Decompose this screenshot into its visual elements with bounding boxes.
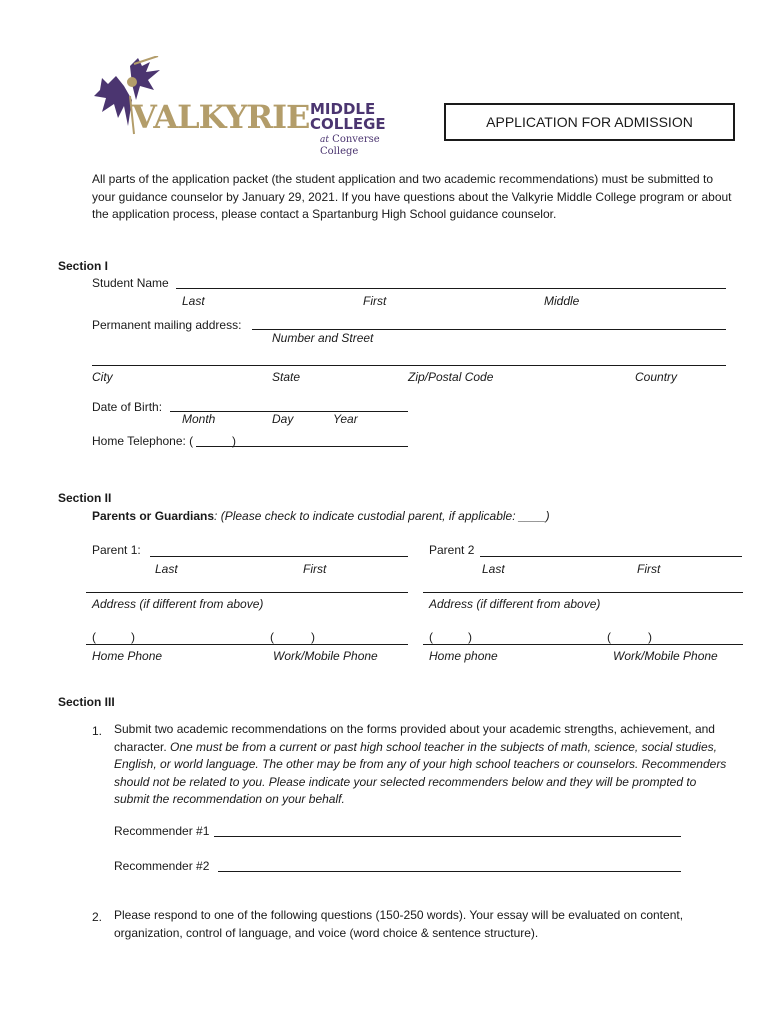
recommender-2-label: Recommender #2 — [114, 859, 210, 873]
parent-1-label: Parent 1: — [92, 543, 141, 557]
student-name-field[interactable] — [176, 288, 726, 289]
p1-work-phone-open: ( — [270, 630, 274, 644]
p2-home-phone-close: ) — [468, 630, 472, 644]
logo-middle: MIDDLE — [310, 100, 376, 118]
p1-home-phone-open: ( — [92, 630, 96, 644]
student-name-label: Student Name — [92, 276, 169, 290]
parent-1-address-caption: Address (if different from above) — [92, 597, 264, 611]
year-caption: Year — [333, 412, 358, 426]
p2-home-phone-caption: Home phone — [429, 649, 498, 663]
city-caption: City — [92, 370, 113, 384]
logo-subtitle: at Converse College — [320, 134, 380, 157]
parent-1-first-caption: First — [303, 562, 327, 576]
recommender-1-field[interactable] — [214, 836, 681, 837]
valkyrie-logo — [94, 56, 394, 157]
parent-2-address-caption: Address (if different from above) — [429, 597, 601, 611]
parent-2-address-field[interactable] — [423, 592, 743, 593]
logo-wordmark: VALKYRIE — [132, 98, 310, 136]
parent-2-name-field[interactable] — [480, 556, 742, 557]
dob-label: Date of Birth: — [92, 400, 163, 414]
month-caption: Month — [182, 412, 216, 426]
section-2-heading: Section II — [58, 491, 112, 505]
mailing-address-label: Permanent mailing address: — [92, 318, 242, 332]
parent-2-first-caption: First — [637, 562, 661, 576]
parents-guardians-label: Parents or Guardians: (Please check to indicate custodial parent, if applicable: ____) — [92, 509, 550, 523]
home-telephone-label: Home Telephone: ( — [92, 434, 194, 448]
parent-2-phone-field[interactable] — [423, 644, 743, 645]
zip-caption: Zip/Postal Code — [408, 370, 494, 384]
intro-paragraph: All parts of the application packet (the student application and two academic recommendations) must be submitted to your guidance counselor by January 29, 2021. If you have questions about the Valkyrie Middle College program or about the application process, please contact a Spartanburg High School guidance counselor. — [92, 172, 732, 221]
parent-2-label: Parent 2 — [429, 543, 475, 557]
state-caption: State — [272, 370, 301, 384]
first-name-caption: First — [363, 294, 387, 308]
parent-2-last-caption: Last — [482, 562, 505, 576]
logo-college: COLLEGE — [310, 115, 386, 133]
home-telephone-paren: ) — [232, 434, 236, 448]
parent-1-name-field[interactable] — [150, 556, 408, 557]
recommender-1-label: Recommender #1 — [114, 824, 210, 838]
section-3-heading: Section III — [58, 695, 115, 709]
parent-1-phone-field[interactable] — [86, 644, 408, 645]
section-1-heading: Section I — [58, 259, 109, 273]
last-name-caption: Last — [182, 294, 205, 308]
middle-name-caption: Middle — [544, 294, 580, 308]
parent-1-last-caption: Last — [155, 562, 178, 576]
city-state-field[interactable] — [92, 365, 726, 366]
item-1-number: 1. — [92, 724, 103, 738]
p1-home-phone-close: ) — [131, 630, 135, 644]
item-1-text: Submit two academic recommendations on the forms provided about your academic strengths, achievement, and character. One must be from a current or past high school teacher in the subjects of math, science, social studies, English, or world language. The other may be from any of your high school teachers or counselors. Recommenders should not be related to you. Please indicate your selected recommenders below and they will be prompted to submit the recommendation on your behalf. — [114, 722, 727, 806]
p1-work-phone-caption: Work/Mobile Phone — [273, 649, 378, 663]
p2-home-phone-open: ( — [429, 630, 433, 644]
p2-work-phone-open: ( — [607, 630, 611, 644]
form-title: APPLICATION FOR ADMISSION — [444, 103, 735, 141]
day-caption: Day — [272, 412, 294, 426]
home-telephone-field[interactable] — [196, 446, 408, 447]
mailing-street-field[interactable] — [252, 329, 726, 330]
recommender-2-field[interactable] — [218, 871, 681, 872]
p2-work-phone-caption: Work/Mobile Phone — [613, 649, 718, 663]
country-caption: Country — [635, 370, 678, 384]
p1-home-phone-caption: Home Phone — [92, 649, 163, 663]
item-2-text: Please respond to one of the following questions (150-250 words). Your essay will be evaluated on content, organization, control of language, and voice (word choice & sentence structure). — [114, 908, 684, 940]
street-caption: Number and Street — [272, 331, 374, 345]
p1-work-phone-close: ) — [311, 630, 315, 644]
item-2-number: 2. — [92, 910, 103, 924]
p2-work-phone-close: ) — [648, 630, 652, 644]
parent-1-address-field[interactable] — [86, 592, 408, 593]
